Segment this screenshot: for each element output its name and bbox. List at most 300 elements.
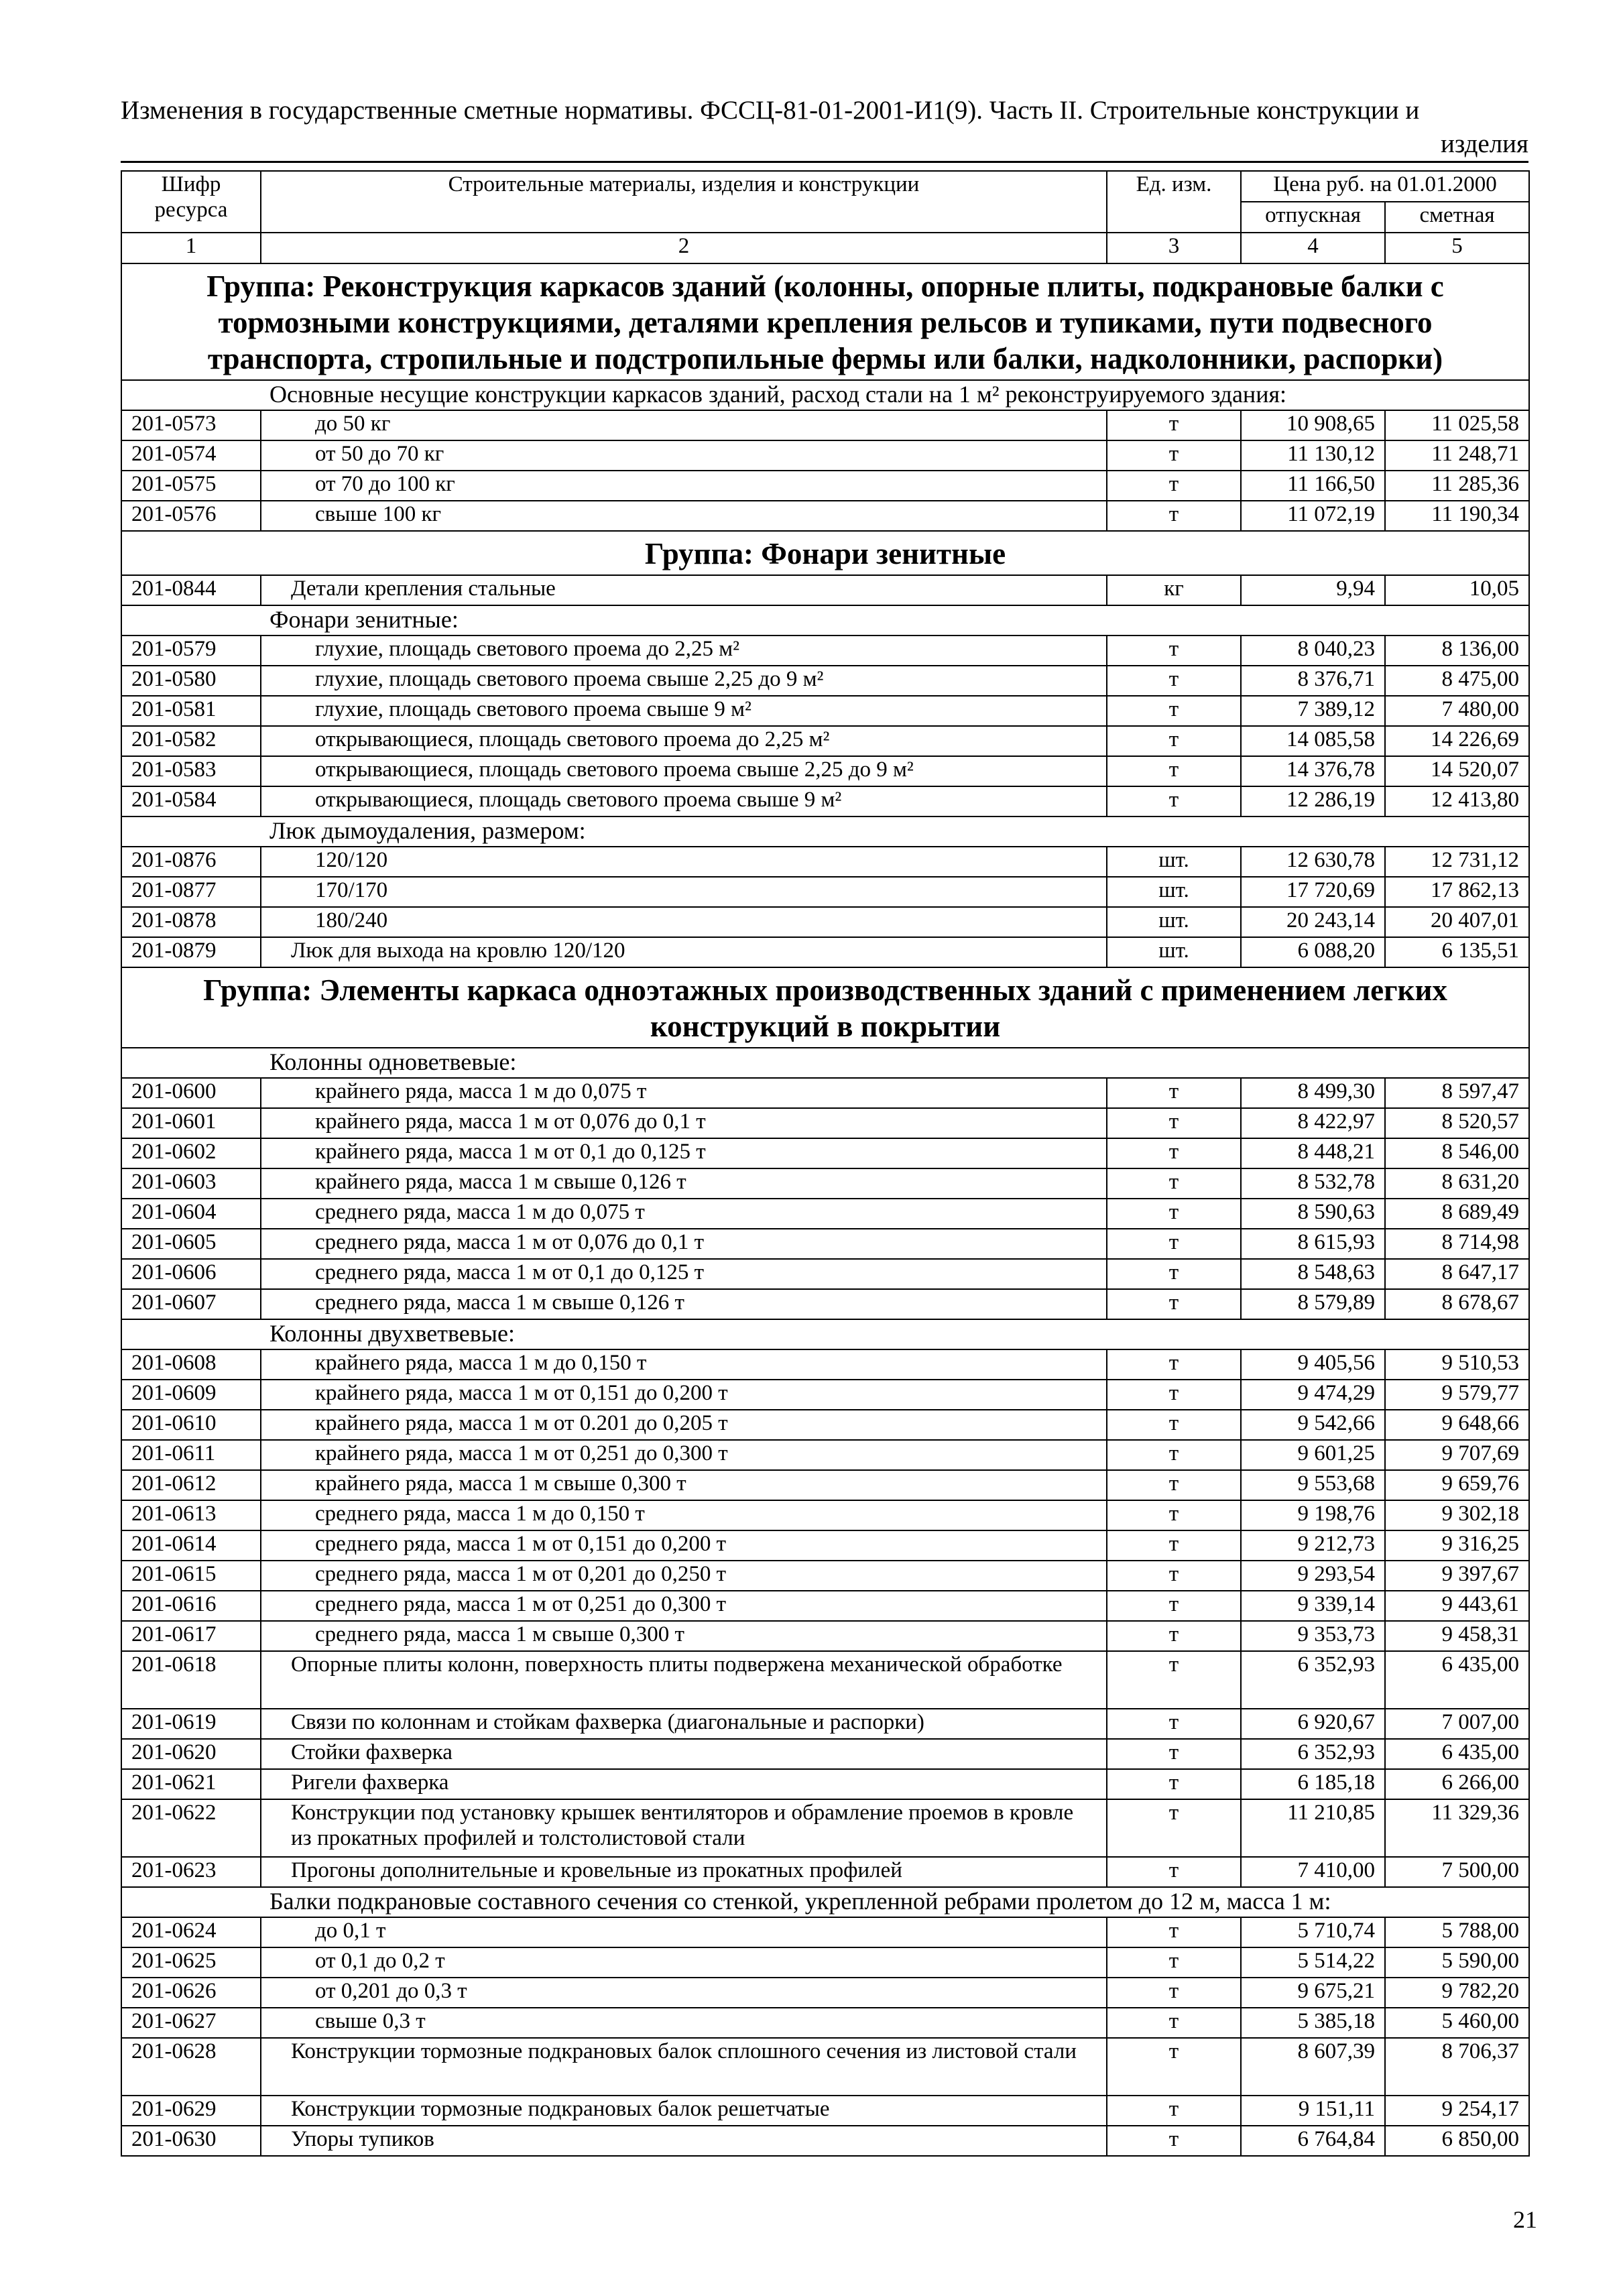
estimate-price: 11 025,58: [1385, 410, 1529, 440]
material-name: Связи по колоннам и стойкам фахверка (диагональные и распорки): [261, 1709, 1107, 1739]
material-name: от 50 до 70 кг: [261, 440, 1107, 471]
resource-code: 201-0625: [121, 1947, 261, 1978]
resource-code: 201-0583: [121, 756, 261, 786]
unit-cell: т: [1107, 1289, 1241, 1319]
estimate-price: 7 480,00: [1385, 696, 1529, 726]
estimate-price: 9 659,76: [1385, 1470, 1529, 1500]
resource-code: 201-0601: [121, 1108, 261, 1138]
material-name: крайнего ряда, масса 1 м до 0,150 т: [261, 1349, 1107, 1380]
material-name: глухие, площадь светового проема свыше 2,25 до 9 м²: [261, 666, 1107, 696]
release-price: 6 088,20: [1241, 937, 1385, 967]
unit-cell: т: [1107, 2038, 1241, 2096]
resource-code: 201-0575: [121, 471, 261, 501]
release-price: 6 352,93: [1241, 1739, 1385, 1769]
release-price: 8 499,30: [1241, 1078, 1385, 1108]
material-name: среднего ряда, масса 1 м свыше 0,126 т: [261, 1289, 1107, 1319]
resource-code: 201-0584: [121, 786, 261, 817]
document-header: [121, 94, 1528, 163]
col-header-release: отпускная: [1241, 202, 1385, 233]
material-name: до 0,1 т: [261, 1917, 1107, 1947]
unit-cell: т: [1107, 1591, 1241, 1621]
resource-code: 201-0603: [121, 1168, 261, 1199]
resource-code: 201-0610: [121, 1410, 261, 1440]
material-name: среднего ряда, масса 1 м до 0,150 т: [261, 1500, 1107, 1530]
resource-code: 201-0581: [121, 696, 261, 726]
estimate-price: 11 285,36: [1385, 471, 1529, 501]
unit-cell: т: [1107, 1621, 1241, 1651]
unit-cell: шт.: [1107, 847, 1241, 877]
estimate-price: 9 579,77: [1385, 1380, 1529, 1410]
material-name: среднего ряда, масса 1 м от 0,1 до 0,125 т: [261, 1259, 1107, 1289]
unit-cell: т: [1107, 1138, 1241, 1168]
material-name: глухие, площадь светового проема свыше 9 м²: [261, 696, 1107, 726]
table-row: [121, 1561, 1529, 1591]
table-row: [121, 1651, 1529, 1709]
resource-code: 201-0630: [121, 2126, 261, 2156]
estimate-price: 9 443,61: [1385, 1591, 1529, 1621]
unit-cell: шт.: [1107, 877, 1241, 907]
unit-cell: т: [1107, 786, 1241, 817]
estimate-price: 8 597,47: [1385, 1078, 1529, 1108]
resource-code: 201-0600: [121, 1078, 261, 1108]
resource-code: 201-0612: [121, 1470, 261, 1500]
estimate-price: 7 500,00: [1385, 1857, 1529, 1887]
table-row: [121, 1470, 1529, 1500]
release-price: 9 601,25: [1241, 1440, 1385, 1470]
group-heading-row: [121, 531, 1529, 575]
table-row: [121, 1380, 1529, 1410]
unit-cell: т: [1107, 1769, 1241, 1799]
col-header-price: Цена руб. на 01.01.2000: [1241, 171, 1529, 202]
material-name: открывающиеся, площадь светового проема до 2,25 м²: [261, 726, 1107, 756]
material-name: от 0,1 до 0,2 т: [261, 1947, 1107, 1978]
resource-code: 201-0619: [121, 1709, 261, 1739]
table-row: [121, 1947, 1529, 1978]
resource-code: 201-0624: [121, 1917, 261, 1947]
material-name: Опорные плиты колонн, поверхность плиты подвержена механической обработке: [261, 1651, 1107, 1709]
unit-cell: шт.: [1107, 937, 1241, 967]
release-price: 5 385,18: [1241, 2008, 1385, 2038]
table-row: [121, 636, 1529, 666]
material-name: открывающиеся, площадь светового проема свыше 9 м²: [261, 786, 1107, 817]
estimate-price: 6 135,51: [1385, 937, 1529, 967]
subheading: Основные несущие конструкции каркасов зданий, расход стали на 1 м² реконструируемого здания:: [121, 380, 1529, 410]
release-price: 8 532,78: [1241, 1168, 1385, 1199]
col-header-unit: Ед. изм.: [1107, 171, 1241, 233]
unit-cell: т: [1107, 1561, 1241, 1591]
header-line-2: изделия: [121, 127, 1528, 163]
release-price: 17 720,69: [1241, 877, 1385, 907]
group-heading: Группа: Элементы каркаса одноэтажных производственных зданий с применением легких конструкций в покрытии: [121, 967, 1529, 1048]
table-row: [121, 1199, 1529, 1229]
estimate-price: 14 226,69: [1385, 726, 1529, 756]
table-row: [121, 1440, 1529, 1470]
unit-cell: т: [1107, 666, 1241, 696]
group-heading-row: [121, 263, 1529, 380]
resource-code: 201-0616: [121, 1591, 261, 1621]
release-price: 9 339,14: [1241, 1591, 1385, 1621]
subheading-row: [121, 380, 1529, 410]
col-header-code: Шифр ресурса: [121, 171, 261, 233]
material-name: Ригели фахверка: [261, 1769, 1107, 1799]
resource-code: 201-0611: [121, 1440, 261, 1470]
unit-cell: т: [1107, 1259, 1241, 1289]
resource-code: 201-0622: [121, 1799, 261, 1857]
col-number-4: 4: [1241, 233, 1385, 263]
unit-cell: т: [1107, 1947, 1241, 1978]
release-price: 20 243,14: [1241, 907, 1385, 937]
material-name: Упоры тупиков: [261, 2126, 1107, 2156]
subheading: Люк дымоудаления, размером:: [121, 817, 1529, 847]
table-row: [121, 410, 1529, 440]
estimate-price: 8 546,00: [1385, 1138, 1529, 1168]
estimate-price: 6 435,00: [1385, 1739, 1529, 1769]
table-row: [121, 1857, 1529, 1887]
release-price: 11 166,50: [1241, 471, 1385, 501]
estimate-price: 12 731,12: [1385, 847, 1529, 877]
unit-cell: т: [1107, 1470, 1241, 1500]
price-table: [121, 170, 1530, 2157]
material-name: Конструкции под установку крышек вентиляторов и обрамление проемов в кровле из прокатных профилей и толстолистовой стали: [261, 1799, 1107, 1857]
resource-code: 201-0580: [121, 666, 261, 696]
col-number-5: 5: [1385, 233, 1529, 263]
release-price: 7 389,12: [1241, 696, 1385, 726]
material-name: Конструкции тормозные подкрановых балок решетчатые: [261, 2096, 1107, 2126]
resource-code: 201-0844: [121, 575, 261, 605]
resource-code: 201-0605: [121, 1229, 261, 1259]
estimate-price: 5 590,00: [1385, 1947, 1529, 1978]
table-row: [121, 1739, 1529, 1769]
unit-cell: т: [1107, 1168, 1241, 1199]
table-row: [121, 1530, 1529, 1561]
material-name: 180/240: [261, 907, 1107, 937]
estimate-price: 9 302,18: [1385, 1500, 1529, 1530]
release-price: 7 410,00: [1241, 1857, 1385, 1887]
resource-code: 201-0582: [121, 726, 261, 756]
estimate-price: 9 510,53: [1385, 1349, 1529, 1380]
page-number: 21: [1513, 2206, 1537, 2233]
subheading: Колонны одноветвевые:: [121, 1048, 1529, 1078]
material-name: до 50 кг: [261, 410, 1107, 440]
unit-cell: т: [1107, 1349, 1241, 1380]
estimate-price: 9 648,66: [1385, 1410, 1529, 1440]
table-row: [121, 1709, 1529, 1739]
subheading-row: [121, 1048, 1529, 1078]
subheading-row: [121, 1887, 1529, 1917]
estimate-price: 6 850,00: [1385, 2126, 1529, 2156]
estimate-price: 9 782,20: [1385, 1978, 1529, 2008]
estimate-price: 9 254,17: [1385, 2096, 1529, 2126]
unit-cell: кг: [1107, 575, 1241, 605]
material-name: свыше 100 кг: [261, 501, 1107, 531]
release-price: 14 376,78: [1241, 756, 1385, 786]
unit-cell: т: [1107, 1709, 1241, 1739]
unit-cell: т: [1107, 1078, 1241, 1108]
material-name: крайнего ряда, масса 1 м от 0,076 до 0,1 т: [261, 1108, 1107, 1138]
material-name: крайнего ряда, масса 1 м от 0.201 до 0,205 т: [261, 1410, 1107, 1440]
release-price: 8 040,23: [1241, 636, 1385, 666]
estimate-price: 12 413,80: [1385, 786, 1529, 817]
table-row: [121, 1500, 1529, 1530]
table-row: [121, 471, 1529, 501]
table-body: [121, 263, 1529, 2156]
material-name: среднего ряда, масса 1 м свыше 0,300 т: [261, 1621, 1107, 1651]
table-row: [121, 1591, 1529, 1621]
release-price: 9 675,21: [1241, 1978, 1385, 2008]
subheading: Балки подкрановые составного сечения со стенкой, укрепленной ребрами пролетом до 12 м, масса 1 м:: [121, 1887, 1529, 1917]
table-row: [121, 1259, 1529, 1289]
table-row: [121, 756, 1529, 786]
release-price: 9 151,11: [1241, 2096, 1385, 2126]
unit-cell: т: [1107, 1500, 1241, 1530]
table-row: [121, 1078, 1529, 1108]
estimate-price: 8 631,20: [1385, 1168, 1529, 1199]
release-price: 6 764,84: [1241, 2126, 1385, 2156]
release-price: 9 293,54: [1241, 1561, 1385, 1591]
resource-code: 201-0878: [121, 907, 261, 937]
estimate-price: 6 266,00: [1385, 1769, 1529, 1799]
estimate-price: 14 520,07: [1385, 756, 1529, 786]
material-name: глухие, площадь светового проема до 2,25 м²: [261, 636, 1107, 666]
estimate-price: 20 407,01: [1385, 907, 1529, 937]
release-price: 12 630,78: [1241, 847, 1385, 877]
estimate-price: 8 475,00: [1385, 666, 1529, 696]
estimate-price: 11 190,34: [1385, 501, 1529, 531]
release-price: 9 553,68: [1241, 1470, 1385, 1500]
table-row: [121, 1410, 1529, 1440]
material-name: открывающиеся, площадь светового проема свыше 2,25 до 9 м²: [261, 756, 1107, 786]
release-price: 8 422,97: [1241, 1108, 1385, 1138]
resource-code: 201-0606: [121, 1259, 261, 1289]
unit-cell: т: [1107, 1978, 1241, 2008]
table-row: [121, 1108, 1529, 1138]
table-row: [121, 1229, 1529, 1259]
material-name: от 0,201 до 0,3 т: [261, 1978, 1107, 2008]
table-row: [121, 907, 1529, 937]
estimate-price: 9 397,67: [1385, 1561, 1529, 1591]
release-price: 14 085,58: [1241, 726, 1385, 756]
unit-cell: т: [1107, 756, 1241, 786]
release-price: 5 710,74: [1241, 1917, 1385, 1947]
table-row: [121, 501, 1529, 531]
release-price: 12 286,19: [1241, 786, 1385, 817]
release-price: 11 072,19: [1241, 501, 1385, 531]
material-name: крайнего ряда, масса 1 м до 0,075 т: [261, 1078, 1107, 1108]
resource-code: 201-0604: [121, 1199, 261, 1229]
material-name: крайнего ряда, масса 1 м от 0,251 до 0,300 т: [261, 1440, 1107, 1470]
unit-cell: т: [1107, 410, 1241, 440]
material-name: от 70 до 100 кг: [261, 471, 1107, 501]
material-name: среднего ряда, масса 1 м от 0,251 до 0,300 т: [261, 1591, 1107, 1621]
release-price: 9,94: [1241, 575, 1385, 605]
estimate-price: 11 248,71: [1385, 440, 1529, 471]
material-name: среднего ряда, масса 1 м до 0,075 т: [261, 1199, 1107, 1229]
table-row: [121, 440, 1529, 471]
table-row: [121, 1168, 1529, 1199]
resource-code: 201-0579: [121, 636, 261, 666]
unit-cell: т: [1107, 1410, 1241, 1440]
unit-cell: т: [1107, 471, 1241, 501]
release-price: 8 579,89: [1241, 1289, 1385, 1319]
unit-cell: т: [1107, 1199, 1241, 1229]
material-name: Стойки фахверка: [261, 1739, 1107, 1769]
estimate-price: 6 435,00: [1385, 1651, 1529, 1709]
table-row: [121, 1621, 1529, 1651]
table-row: [121, 696, 1529, 726]
estimate-price: 8 647,17: [1385, 1259, 1529, 1289]
estimate-price: 10,05: [1385, 575, 1529, 605]
resource-code: 201-0574: [121, 440, 261, 471]
release-price: 10 908,65: [1241, 410, 1385, 440]
group-heading: Группа: Фонари зенитные: [121, 531, 1529, 575]
material-name: крайнего ряда, масса 1 м свыше 0,126 т: [261, 1168, 1107, 1199]
release-price: 9 198,76: [1241, 1500, 1385, 1530]
material-name: крайнего ряда, масса 1 м от 0,151 до 0,200 т: [261, 1380, 1107, 1410]
unit-cell: т: [1107, 1108, 1241, 1138]
resource-code: 201-0621: [121, 1769, 261, 1799]
table-header: [121, 171, 1529, 263]
table-row: [121, 937, 1529, 967]
material-name: среднего ряда, масса 1 м от 0,076 до 0,1 т: [261, 1229, 1107, 1259]
material-name: среднего ряда, масса 1 м от 0,201 до 0,250 т: [261, 1561, 1107, 1591]
unit-cell: т: [1107, 1739, 1241, 1769]
table-row: [121, 726, 1529, 756]
unit-cell: т: [1107, 2008, 1241, 2038]
material-name: Конструкции тормозные подкрановых балок сплошного сечения из листовой стали: [261, 2038, 1107, 2096]
table-row: [121, 2038, 1529, 2096]
release-price: 8 590,63: [1241, 1199, 1385, 1229]
estimate-price: 11 329,36: [1385, 1799, 1529, 1857]
resource-code: 201-0615: [121, 1561, 261, 1591]
table-row: [121, 666, 1529, 696]
unit-cell: т: [1107, 1917, 1241, 1947]
unit-cell: т: [1107, 636, 1241, 666]
resource-code: 201-0609: [121, 1380, 261, 1410]
estimate-price: 7 007,00: [1385, 1709, 1529, 1739]
table-row: [121, 1289, 1529, 1319]
release-price: 9 405,56: [1241, 1349, 1385, 1380]
estimate-price: 8 714,98: [1385, 1229, 1529, 1259]
unit-cell: шт.: [1107, 907, 1241, 937]
group-heading-row: [121, 967, 1529, 1048]
subheading-row: [121, 817, 1529, 847]
release-price: 9 542,66: [1241, 1410, 1385, 1440]
table-row: [121, 1349, 1529, 1380]
table-row: [121, 1978, 1529, 2008]
col-header-estimate: сметная: [1385, 202, 1529, 233]
resource-code: 201-0879: [121, 937, 261, 967]
table-row: [121, 1917, 1529, 1947]
resource-code: 201-0877: [121, 877, 261, 907]
release-price: 8 376,71: [1241, 666, 1385, 696]
unit-cell: т: [1107, 1229, 1241, 1259]
material-name: 120/120: [261, 847, 1107, 877]
col-number-1: 1: [121, 233, 261, 263]
estimate-price: 8 520,57: [1385, 1108, 1529, 1138]
release-price: 9 474,29: [1241, 1380, 1385, 1410]
unit-cell: т: [1107, 1857, 1241, 1887]
material-name: свыше 0,3 т: [261, 2008, 1107, 2038]
resource-code: 201-0876: [121, 847, 261, 877]
release-price: 11 130,12: [1241, 440, 1385, 471]
resource-code: 201-0623: [121, 1857, 261, 1887]
unit-cell: т: [1107, 501, 1241, 531]
release-price: 8 548,63: [1241, 1259, 1385, 1289]
col-header-name: Строительные материалы, изделия и конструкции: [261, 171, 1107, 233]
estimate-price: 9 707,69: [1385, 1440, 1529, 1470]
table-row: [121, 2096, 1529, 2126]
table-row: [121, 786, 1529, 817]
table-row: [121, 575, 1529, 605]
resource-code: 201-0613: [121, 1500, 261, 1530]
unit-cell: т: [1107, 1380, 1241, 1410]
table-row: [121, 847, 1529, 877]
table-row: [121, 2126, 1529, 2156]
unit-cell: т: [1107, 1799, 1241, 1857]
estimate-price: 5 460,00: [1385, 2008, 1529, 2038]
resource-code: 201-0618: [121, 1651, 261, 1709]
estimate-price: 17 862,13: [1385, 877, 1529, 907]
group-heading: Группа: Реконструкция каркасов зданий (колонны, опорные плиты, подкрановые балки с тормозными конструкциями, деталями крепления рельсов и тупиками, пути подвесного транспорта, стропильные и подстропильные фермы или балки, надколонники, распорки): [121, 263, 1529, 380]
col-number-3: 3: [1107, 233, 1241, 263]
unit-cell: т: [1107, 1651, 1241, 1709]
resource-code: 201-0576: [121, 501, 261, 531]
material-name: Детали крепления стальные: [261, 575, 1107, 605]
resource-code: 201-0608: [121, 1349, 261, 1380]
release-price: 9 212,73: [1241, 1530, 1385, 1561]
estimate-price: 8 678,67: [1385, 1289, 1529, 1319]
resource-code: 201-0617: [121, 1621, 261, 1651]
col-number-2: 2: [261, 233, 1107, 263]
unit-cell: т: [1107, 696, 1241, 726]
release-price: 6 185,18: [1241, 1769, 1385, 1799]
table-row: [121, 1799, 1529, 1857]
estimate-price: 9 458,31: [1385, 1621, 1529, 1651]
resource-code: 201-0573: [121, 410, 261, 440]
unit-cell: т: [1107, 726, 1241, 756]
estimate-price: 8 706,37: [1385, 2038, 1529, 2096]
subheading-row: [121, 605, 1529, 636]
unit-cell: т: [1107, 2096, 1241, 2126]
table-row: [121, 877, 1529, 907]
release-price: 9 353,73: [1241, 1621, 1385, 1651]
material-name: среднего ряда, масса 1 м от 0,151 до 0,200 т: [261, 1530, 1107, 1561]
estimate-price: 9 316,25: [1385, 1530, 1529, 1561]
material-name: Люк для выхода на кровлю 120/120: [261, 937, 1107, 967]
subheading-row: [121, 1319, 1529, 1349]
unit-cell: т: [1107, 440, 1241, 471]
price-table-container: [121, 170, 1528, 2157]
unit-cell: т: [1107, 2126, 1241, 2156]
resource-code: 201-0626: [121, 1978, 261, 2008]
resource-code: 201-0607: [121, 1289, 261, 1319]
release-price: 8 607,39: [1241, 2038, 1385, 2096]
material-name: крайнего ряда, масса 1 м свыше 0,300 т: [261, 1470, 1107, 1500]
resource-code: 201-0614: [121, 1530, 261, 1561]
release-price: 5 514,22: [1241, 1947, 1385, 1978]
estimate-price: 5 788,00: [1385, 1917, 1529, 1947]
subheading: Колонны двухветвевые:: [121, 1319, 1529, 1349]
table-row: [121, 1769, 1529, 1799]
release-price: 8 448,21: [1241, 1138, 1385, 1168]
release-price: 6 920,67: [1241, 1709, 1385, 1739]
unit-cell: т: [1107, 1530, 1241, 1561]
resource-code: 201-0629: [121, 2096, 261, 2126]
release-price: 8 615,93: [1241, 1229, 1385, 1259]
estimate-price: 8 689,49: [1385, 1199, 1529, 1229]
header-line-1: Изменения в государственные сметные нормативы. ФССЦ-81-01-2001-И1(9). Часть II. Строительные конструкции и: [121, 96, 1420, 125]
table-row: [121, 1138, 1529, 1168]
